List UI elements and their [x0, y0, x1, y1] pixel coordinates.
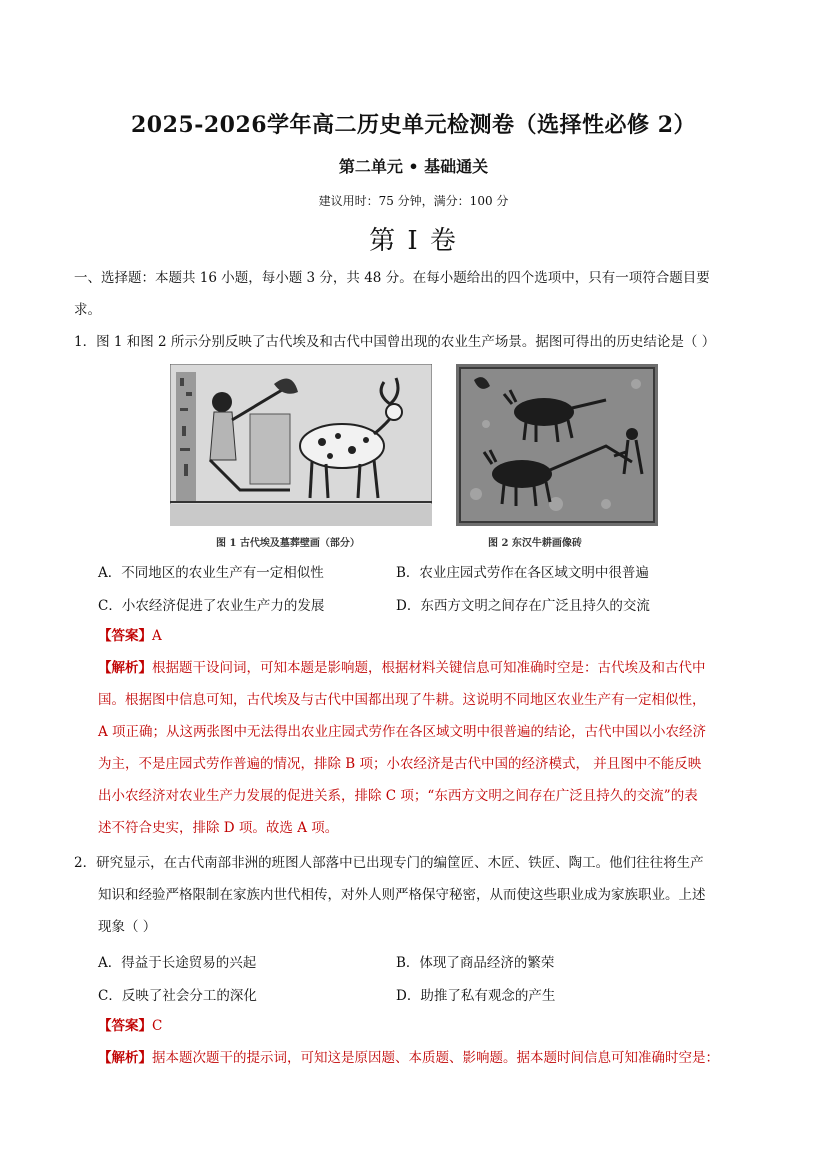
- q1-answer: [98, 626, 758, 646]
- q1-option-a[interactable]: A．不同地区的农业生产有一定相似性: [98, 565, 324, 581]
- volume-heading: 第 I 卷: [369, 226, 458, 256]
- q1-stem: 1．图 1 和图 2 所示分别反映了古代埃及和古代中国曾出现的农业生产场景。据图可得出的历史结论是（ ）: [74, 334, 716, 350]
- q2-answer-value: C: [152, 1018, 163, 1034]
- q1-analysis-line-1: 【解析】根据题干设问词，可知本题是影响题，根据材料关键信息可知准确时空是：古代埃及和古代中: [98, 660, 706, 676]
- q1-analysis-line-5: 出小农经济对农业生产力发展的促进关系，排除 C 项；“东西方文明之间存在广泛且持久的交流”的表: [98, 788, 698, 804]
- q1-answer-tag: 【答案】: [98, 628, 152, 644]
- q1-answer-value: A: [152, 628, 162, 644]
- q2-option-d[interactable]: D．助推了私有观念的产生: [396, 988, 556, 1004]
- q1-analysis-line-3: A 项正确；从这两张图中无法得出农业庄园式劳作在各区域文明中很普遍的结论，古代中国以小农经济: [98, 724, 707, 740]
- timing-info: 建议用时：75 分钟，满分：100 分: [318, 194, 509, 208]
- section-instructions-line-2: 求。: [74, 302, 101, 318]
- q2-option-b[interactable]: B．体现了商品经济的繁荣: [396, 955, 555, 971]
- q2-option-a[interactable]: A．得益于长途贸易的兴起: [98, 955, 257, 971]
- q1-analysis-line-4: 为主，不是庄园式劳作普遍的情况，排除 B 项；小农经济是古代中国的经济模式， 并且图中不能反映: [98, 756, 702, 772]
- q2-stem-line-2: 知识和经验严格限制在家族内世代相传，对外人则严格保守秘密，从而使这些职业成为家族职业。上述: [98, 887, 706, 903]
- q2-stem-line-3: 现象（ ）: [98, 919, 157, 935]
- figure-1-egyptian-mural: [170, 364, 432, 526]
- figure-1-caption: 图 1 古代埃及墓葬壁画（部分）: [216, 538, 360, 549]
- section-instructions-line-1: 一、选择题：本题共 16 小题，每小题 3 分，共 48 分。在每小题给出的四个选项中，只有一项符合题目要: [74, 270, 710, 286]
- q2-answer-tag: 【答案】: [98, 1018, 152, 1034]
- q2-analysis-tag: 【解析】: [98, 1050, 152, 1066]
- q2-stem-line-1: 2．研究显示，在古代南部非洲的班图人部落中已出现专门的编筐匠、木匠、铁匠、陶工。他们往往将生产: [74, 855, 704, 871]
- q2-answer: [98, 1016, 758, 1036]
- q1-option-d[interactable]: D．东西方文明之间存在广泛且持久的交流: [396, 598, 650, 614]
- q1-analysis-line-2: 国。根据图中信息可知，古代埃及与古代中国都出现了牛耕。这说明不同地区农业生产有一定相似性，: [98, 692, 706, 708]
- q1-analysis-line-6: 述不符合史实，排除 D 项。故选 A 项。: [98, 820, 339, 836]
- q2-analysis-line-1: 【解析】据本题次题干的提示词，可知这是原因题、本质题、影响题。据本题时间信息可知准确时空是：: [98, 1050, 719, 1066]
- document-title: 2025-2026学年高二历史单元检测卷（选择性必修 2）: [130, 112, 697, 138]
- unit-subtitle: 第二单元 • 基础通关: [338, 157, 489, 176]
- figure-2-ox-plowing-brick: [456, 364, 658, 526]
- q1-option-c[interactable]: C．小农经济促进了农业生产力的发展: [98, 598, 325, 614]
- q2-option-c[interactable]: C．反映了社会分工的深化: [98, 988, 257, 1004]
- q1-analysis-tag: 【解析】: [98, 660, 152, 676]
- q1-option-b[interactable]: B．农业庄园式劳作在各区域文明中很普遍: [396, 565, 649, 581]
- figure-2-caption: 图 2 东汉牛耕画像砖: [488, 538, 582, 549]
